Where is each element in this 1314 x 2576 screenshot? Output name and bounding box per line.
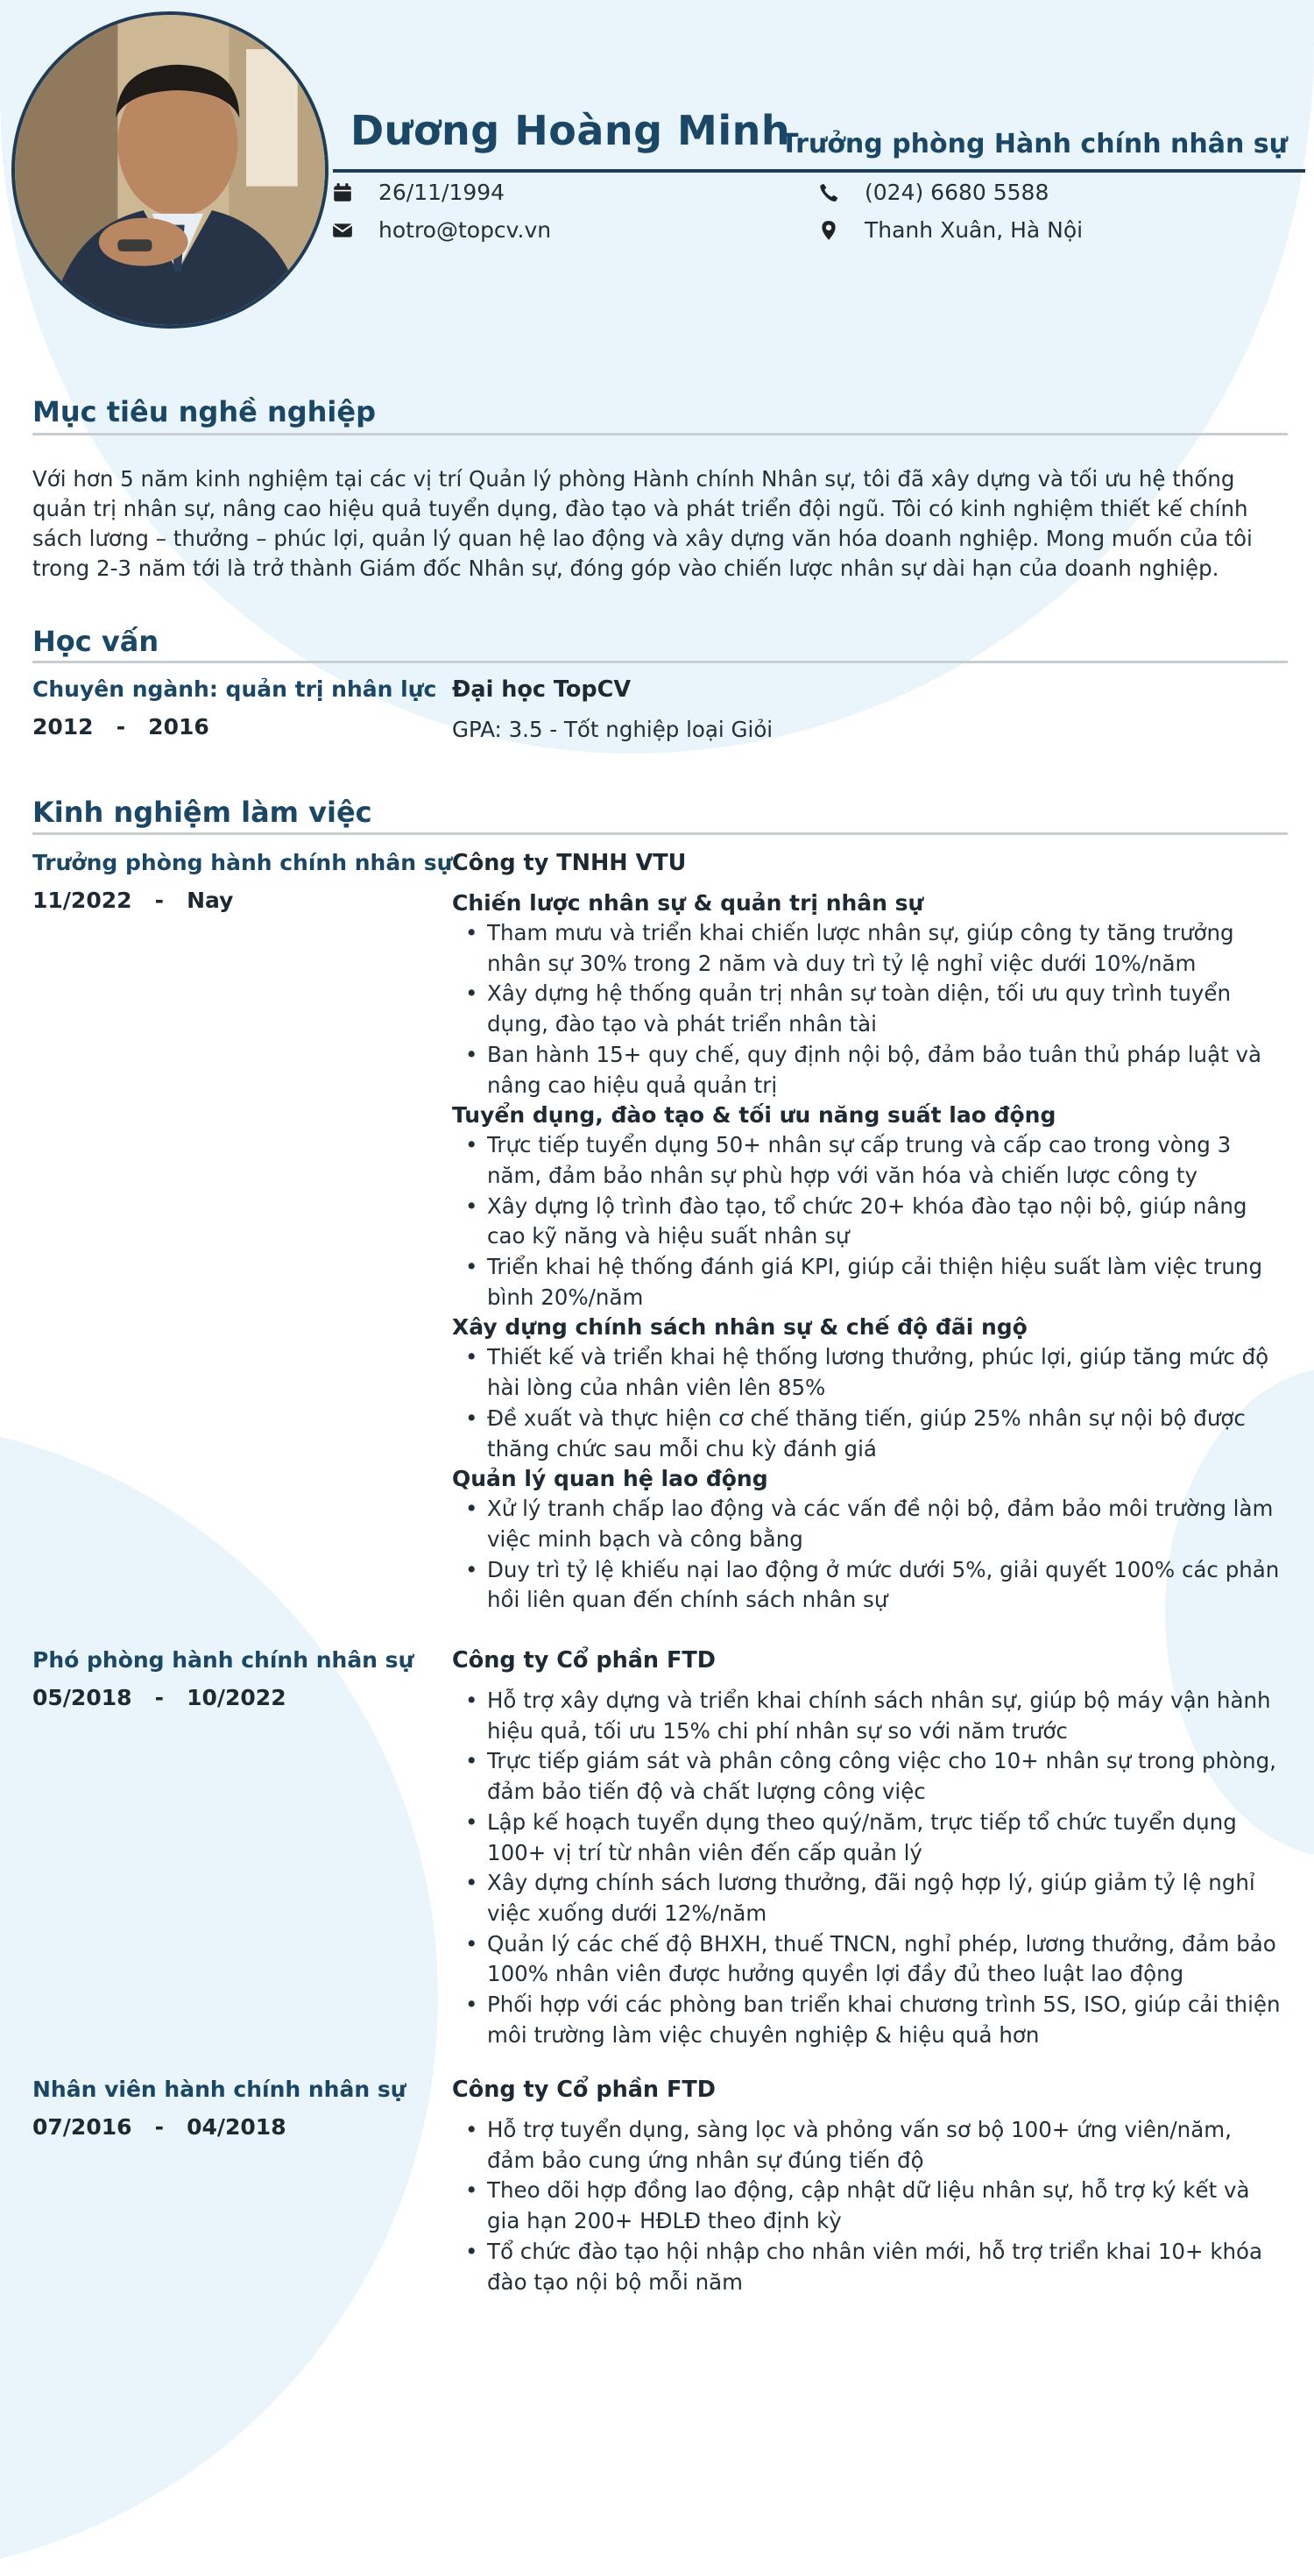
job-bullet: • Xử lý tranh chấp lao động và các vấn đề nội bộ, đảm bảo môi trường làm việc minh bạch và công bằng (452, 1494, 1284, 1554)
job-bullet-list (452, 1342, 1284, 1464)
candidate-name: Dương Hoàng Minh (350, 107, 791, 154)
education-divider (32, 661, 1288, 663)
experience-title: Kinh nghiệm làm việc (32, 796, 372, 829)
job-bullet-list (452, 1686, 1284, 2050)
job-role: Trưởng phòng hành chính nhân sự (32, 850, 453, 875)
education-title: Học vấn (32, 625, 159, 658)
job-bullet: • Duy trì tỷ lệ khiếu nại lao động ở mức dưới 5%, giải quyết 100% các phản hồi liên quan đến chính sách nhân sự (452, 1555, 1284, 1616)
job-detail (452, 2077, 1284, 2297)
job-bullet: • Thiết kế và triển khai hệ thống lương thưởng, phúc lợi, giúp tăng mức độ hài lòng của nhân viên lên 85% (452, 1342, 1284, 1403)
education-major: Chuyên ngành: quản trị nhân lực (32, 676, 437, 702)
background-shape-left (0, 1419, 438, 2576)
job-bullet: • Triển khai hệ thống đánh giá KPI, giúp cải thiện hiệu suất làm việc trung bình 20%/năm (452, 1252, 1284, 1313)
job-bullet: • Phối hợp với các phòng ban triển khai chương trình 5S, ISO, giúp cải thiện môi trường làm việc chuyên nghiệp & hiệu quả hơn (452, 1990, 1284, 2050)
job-dates: 11/2022 - Nay (32, 888, 234, 913)
candidate-position: Trưởng phòng Hành chính nhân sự (781, 129, 1288, 159)
job-group-heading: Tuyển dụng, đào tạo & tối ưu năng suất lao động (452, 1102, 1056, 1129)
job-bullet: • Xây dựng chính sách lương thưởng, đãi ngộ hợp lý, giúp giảm tỷ lệ nghỉ việc xuống dưới 12%/năm (452, 1868, 1284, 1928)
contact-email (331, 217, 551, 243)
job-bullet: • Quản lý các chế độ BHXH, thuế TNCN, nghỉ phép, lương thưởng, đảm bảo 100% nhân viên được hưởng quyền lợi đầy đủ theo luật lao động (452, 1929, 1284, 1990)
job-company: Công ty Cổ phần FTD (452, 1647, 716, 1674)
calendar-icon (331, 181, 354, 204)
job-bullet-list (452, 1130, 1284, 1313)
job-company: Công ty TNHH VTU (452, 850, 687, 876)
job-bullet: • Trực tiếp tuyển dụng 50+ nhân sự cấp trung và cấp cao trong vòng 3 năm, đảm bảo nhân sự phù hợp với văn hóa và chiến lược công ty (452, 1130, 1284, 1191)
address-text: Thanh Xuân, Hà Nội (865, 217, 1084, 243)
job-role: Phó phòng hành chính nhân sự (32, 1647, 414, 1673)
job-bullet: • Ban hành 15+ quy chế, quy định nội bộ, đảm bảo tuân thủ pháp luật và nâng cao hiệu quả quản trị (452, 1040, 1284, 1100)
phone-icon (817, 181, 840, 204)
job-bullet-list (452, 2115, 1284, 2297)
job-bullet: • Xây dựng lộ trình đào tạo, tổ chức 20+ khóa đào tạo nội bộ, giúp nâng cao kỹ năng và hiệu suất nhân sự (452, 1192, 1284, 1252)
job-bullet-list (452, 1494, 1284, 1616)
job-dates: 05/2018 - 10/2022 (32, 1685, 286, 1710)
envelope-icon (331, 219, 354, 242)
job-bullet: • Lập kế hoạch tuyển dụng theo quý/năm, trực tiếp tổ chức tuyển dụng 100+ vị trí từ nhân viên đến cấp quản lý (452, 1808, 1284, 1868)
job-group-heading: Xây dựng chính sách nhân sự & chế độ đãi ngộ (452, 1314, 1028, 1341)
job-bullet: • Trực tiếp giám sát và phân công công việc cho 10+ nhân sự trong phòng, đảm bảo tiến độ và chất lượng công việc (452, 1746, 1284, 1807)
contact-birthday (331, 180, 505, 205)
job-bullet-list (452, 918, 1284, 1100)
birthday-text: 26/11/1994 (378, 180, 505, 205)
job-dates: 07/2016 - 04/2018 (32, 2114, 286, 2140)
job-bullet: • Theo dõi hợp đồng lao động, cập nhật dữ liệu nhân sự, hỗ trợ ký kết và gia hạn 200+ HĐLĐ theo định kỳ (452, 2176, 1284, 2236)
contact-address (817, 217, 1083, 243)
job-bullet: • Xây dựng hệ thống quản trị nhân sự toàn diện, tối ưu quy trình tuyển dụng, đào tạo và phát triển nhân tài (452, 979, 1284, 1039)
education-detail (452, 676, 1284, 745)
job-group-heading: Quản lý quan hệ lao động (452, 1466, 768, 1492)
education-dates: 2012 - 2016 (32, 714, 209, 740)
objective-title: Mục tiêu nghề nghiệp (32, 395, 376, 428)
job-bullet: • Đề xuất và thực hiện cơ chế thăng tiến, giúp 25% nhân sự nội bộ được thăng chức sau mỗi chu kỳ đánh giá (452, 1404, 1284, 1464)
job-detail (452, 850, 1284, 1616)
job-bullet: • Tổ chức đào tạo hội nhập cho nhân viên mới, hỗ trợ triển khai 10+ khóa đào tạo nội bộ mỗi năm (452, 2237, 1284, 2297)
job-group-heading: Chiến lược nhân sự & quản trị nhân sự (452, 890, 924, 916)
job-bullet: • Hỗ trợ tuyển dụng, sàng lọc và phỏng vấn sơ bộ 100+ ứng viên/năm, đảm bảo cung ứng nhân sự đúng tiến độ (452, 2115, 1284, 2176)
objective-divider (32, 433, 1288, 435)
phone-text[interactable]: (024) 6680 5588 (865, 180, 1049, 205)
job-role: Nhân viên hành chính nhân sự (32, 2077, 406, 2102)
job-bullet: • Tham mưu và triển khai chiến lược nhân sự, giúp công ty tăng trưởng nhân sự 30% trong 2 năm và duy trì tỷ lệ nghỉ việc dưới 10%/năm (452, 918, 1284, 979)
email-text[interactable]: hotro@topcv.vn (378, 217, 552, 243)
job-company: Công ty Cổ phần FTD (452, 2077, 716, 2103)
contact-phone (817, 180, 1049, 205)
header-divider (333, 169, 1305, 173)
job-bullet: • Hỗ trợ xây dựng và triển khai chính sách nhân sự, giúp bộ máy vận hành hiệu quả, tối ưu 15% chi phí nhân sự so với năm trước (452, 1686, 1284, 1746)
education-school: Đại học TopCV (452, 676, 632, 703)
job-detail (452, 1647, 1284, 2050)
profile-photo (11, 11, 328, 329)
map-pin-icon (817, 219, 840, 242)
objective-text: Với hơn 5 năm kinh nghiệm tại các vị trí Quản lý phòng Hành chính Nhân sự, tôi đã xây dựng và tối ưu hệ thống quản trị nhân sự, nâng cao hiệu quả tuyển dụng, đào tạo và phát triển đội ngũ. Tôi có kinh nghiệm thiết kế chính sách lương – thưởng – phúc lợi, quản lý quan hệ lao động và xây dựng văn hóa doanh nghiệp. Mong muốn của tôi trong 2-3 năm tới là trở thành Giám đốc Nhân sự, đóng góp vào chiến lược nhân sự dài hạn của doanh nghiệp. (32, 466, 1253, 581)
education-gpa: GPA: 3.5 - Tốt nghiệp loại Giỏi (452, 717, 774, 742)
experience-divider (32, 832, 1288, 835)
